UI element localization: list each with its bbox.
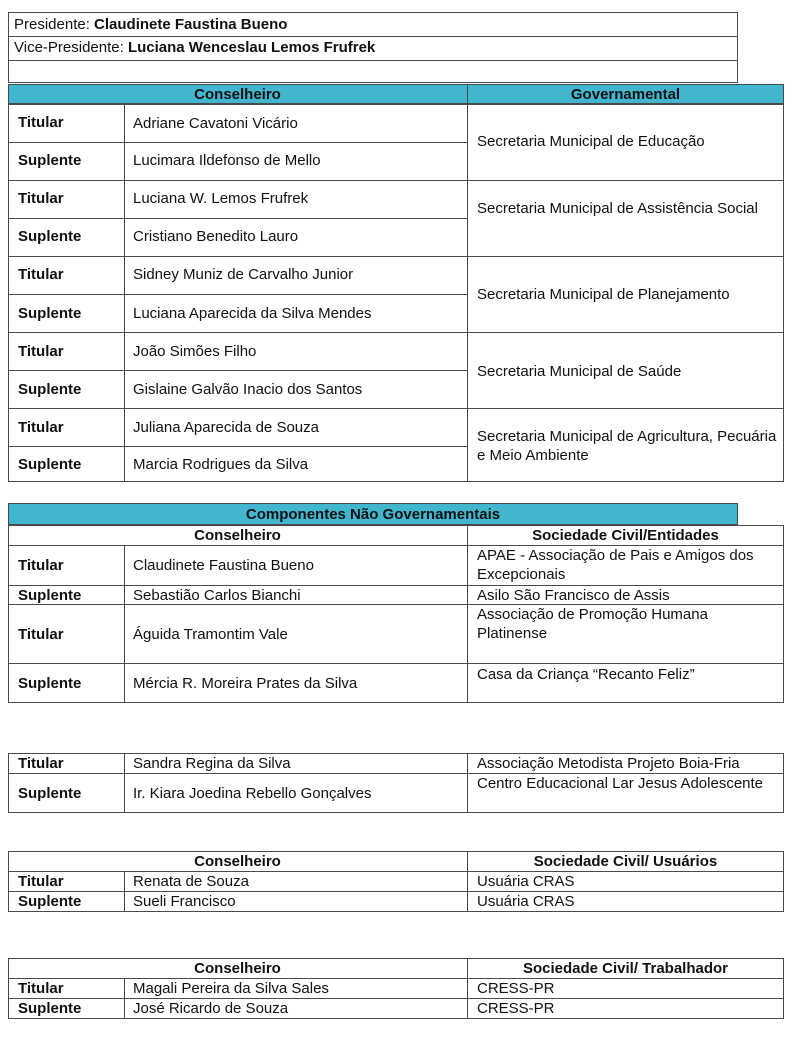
gov-row-2-name: Luciana W. Lemos Frufrek — [133, 190, 309, 207]
nongov-row-1-name: Sebastião Carlos Bianchi — [133, 587, 301, 604]
gov-org-3: Secretaria Municipal de Saúde — [477, 363, 682, 380]
vice-presidente-label: Vice-Presidente: — [14, 39, 128, 56]
gov-org-1: Secretaria Municipal de Assistência Social — [477, 200, 758, 217]
presidente-name: Claudinete Faustina Bueno — [94, 16, 288, 33]
extra-row-0-role: Titular — [18, 755, 64, 772]
nongov-row-3-org: Casa da Criança “Recanto Feliz” — [477, 666, 695, 683]
gov-org-4: Secretaria Municipal de Agricultura, Pecuária e Meio Ambiente — [477, 428, 777, 464]
gov-row-6-role: Titular — [18, 343, 64, 360]
nongov-row-2-role: Titular — [18, 626, 64, 643]
usuarios-row-0-org: Usuária CRAS — [477, 873, 575, 890]
trabalhador-row-0-org: CRESS-PR — [477, 980, 555, 997]
gov-row-4-role: Titular — [18, 266, 64, 283]
usuarios-row-1-role: Suplente — [18, 893, 82, 910]
gov-row-0-role: Titular — [18, 114, 64, 131]
trabalhador-row-1-name: José Ricardo de Souza — [133, 1000, 289, 1017]
gov-row-9-role: Suplente — [18, 456, 82, 473]
extra-row-1-name: Ir. Kiara Joedina Rebello Gonçalves — [133, 785, 372, 802]
presidente-line — [14, 15, 287, 34]
nongov-row-0-org: APAE - Associação de Pais e Amigos dos Excepcionais — [477, 547, 754, 583]
gov-col-conselheiro: Conselheiro — [194, 86, 281, 103]
nongov-row-0-role: Titular — [18, 557, 64, 574]
gov-org-2: Secretaria Municipal de Planejamento — [477, 286, 730, 303]
nongov-col-entidades: Sociedade Civil/Entidades — [532, 527, 719, 544]
nongov-title: Componentes Não Governamentais — [245, 506, 501, 523]
usuarios-col-conselheiro: Conselheiro — [194, 853, 281, 870]
nongov-row-2-org: Associação de Promoção Humana Platinense — [477, 606, 708, 642]
nongov-row-1-org: Asilo São Francisco de Assis — [477, 587, 670, 604]
vice-presidente-name: Luciana Wenceslau Lemos Frufrek — [127, 39, 376, 56]
extra-row-1-role: Suplente — [18, 785, 82, 802]
trabalhador-row-0-name: Magali Pereira da Silva Sales — [133, 980, 329, 997]
vice-presidente-line — [14, 38, 375, 57]
nongov-row-3-name: Mércia R. Moreira Prates da Silva — [133, 675, 358, 692]
trabalhador-col-sociedade: Sociedade Civil/ Trabalhador — [522, 960, 729, 977]
gov-col-governamental: Governamental — [570, 86, 681, 103]
extra-row-0-org: Associação Metodista Projeto Boia-Fria — [477, 755, 740, 772]
gov-row-5-name: Luciana Aparecida da Silva Mendes — [133, 305, 372, 322]
presidente-label: Presidente: — [14, 16, 95, 33]
gov-row-8-name: Juliana Aparecida de Souza — [133, 419, 319, 436]
gov-row-7-role: Suplente — [18, 381, 82, 398]
nongov-row-0-name: Claudinete Faustina Bueno — [133, 557, 314, 574]
trabalhador-row-1-role: Suplente — [18, 1000, 82, 1017]
gov-row-9-name: Marcia Rodrigues da Silva — [133, 456, 309, 473]
nongov-col-conselheiro: Conselheiro — [194, 527, 281, 544]
gov-row-5-role: Suplente — [18, 305, 82, 322]
usuarios-col-sociedade: Sociedade Civil/ Usuários — [533, 853, 718, 870]
gov-row-2-role: Titular — [18, 190, 64, 207]
gov-row-3-name: Cristiano Benedito Lauro — [133, 228, 299, 245]
gov-row-8-role: Titular — [18, 419, 64, 436]
gov-row-4-name: Sidney Muniz de Carvalho Junior — [133, 266, 354, 283]
extra-row-1-org: Centro Educacional Lar Jesus Adolescente — [477, 775, 764, 792]
gov-row-0-name: Adriane Cavatoni Vicário — [133, 115, 298, 132]
nongov-row-2-name: Águida Tramontim Vale — [133, 626, 288, 643]
nongov-row-3-role: Suplente — [18, 675, 82, 692]
usuarios-row-0-name: Renata de Souza — [133, 873, 249, 890]
usuarios-row-0-role: Titular — [18, 873, 64, 890]
usuarios-row-1-name: Sueli Francisco — [133, 893, 236, 910]
gov-row-1-name: Lucimara Ildefonso de Mello — [133, 152, 321, 169]
extra-row-0-name: Sandra Regina da Silva — [133, 755, 291, 772]
gov-row-7-name: Gislaine Galvão Inacio dos Santos — [133, 381, 363, 398]
gov-org-0: Secretaria Municipal de Educação — [477, 133, 705, 150]
trabalhador-row-1-org: CRESS-PR — [477, 1000, 555, 1017]
gov-row-3-role: Suplente — [18, 228, 82, 245]
trabalhador-col-conselheiro: Conselheiro — [194, 960, 281, 977]
trabalhador-row-0-role: Titular — [18, 980, 64, 997]
gov-row-1-role: Suplente — [18, 152, 82, 169]
gov-row-6-name: João Simões Filho — [133, 343, 257, 360]
nongov-row-1-role: Suplente — [18, 587, 82, 604]
usuarios-row-1-org: Usuária CRAS — [477, 893, 575, 910]
